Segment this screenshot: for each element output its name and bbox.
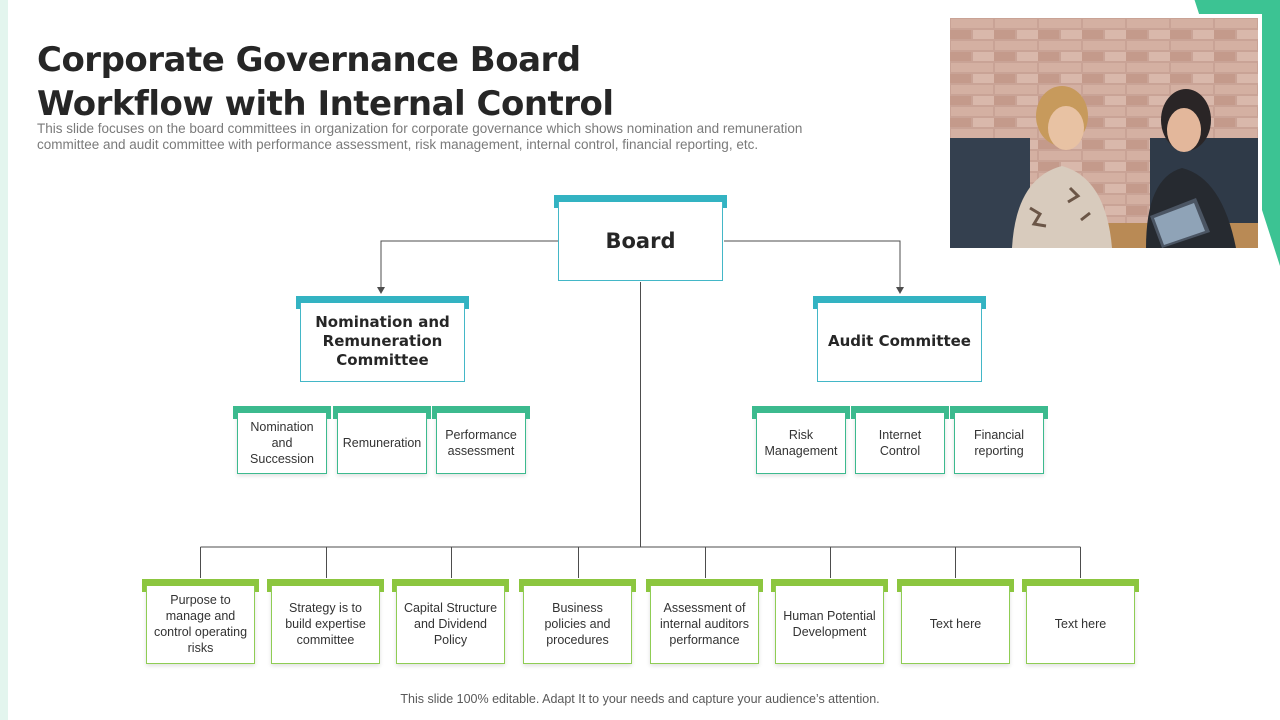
audit-committee-box	[817, 301, 982, 382]
title-line-2: Workflow with Internal Control	[37, 84, 614, 124]
leaf-label: Business policies and procedures	[544, 601, 611, 647]
audit-item-tab	[950, 406, 1048, 413]
audit-item-label: Financial reporting	[973, 427, 1025, 458]
nomination-item-remuneration	[337, 411, 427, 474]
audit-item-internet-control	[855, 411, 945, 474]
arrowhead-nomination	[377, 287, 385, 294]
audit-item-label: Internet Control	[878, 427, 922, 458]
leaf-box-tab	[267, 579, 384, 586]
leaf-box-tab	[897, 579, 1014, 586]
nomination-item-label: Nomination and Succession	[250, 419, 314, 466]
leaf-box	[396, 584, 505, 664]
nomination-item-label: Performance assessment	[445, 427, 517, 458]
connector-board-to-audit	[724, 241, 900, 288]
page-subtitle: This slide focuses on the board committees in organization for corporate governance which shows nomination and remuneration committee and audit committee with performance assessment, risk management, internal control, financial reporting, etc.	[37, 121, 803, 152]
audit-committee-tab	[813, 296, 986, 303]
audit-item-tab	[851, 406, 949, 413]
leaf-box-tab	[392, 579, 509, 586]
audit-committee-label: Audit Committee	[828, 332, 971, 350]
leaf-box	[146, 584, 255, 664]
leaf-box	[901, 584, 1010, 664]
nomination-item-tab	[432, 406, 530, 413]
board-box	[558, 200, 723, 281]
nomination-item-tab	[333, 406, 431, 413]
leaf-box	[650, 584, 759, 664]
nomination-item-performance	[436, 411, 526, 474]
leaf-label: Text here	[1054, 617, 1107, 631]
nomination-committee-label: Nomination and Remuneration Committee	[315, 313, 450, 369]
leaf-box	[271, 584, 380, 664]
leaf-box	[523, 584, 632, 664]
footer-note: This slide 100% editable. Adapt It to your needs and capture your audience’s attention.	[400, 692, 880, 706]
arrowhead-audit	[896, 287, 904, 294]
leaf-box	[1026, 584, 1135, 664]
audit-item-risk	[756, 411, 846, 474]
nomination-committee-tab	[296, 296, 469, 303]
connector-leaf-drops	[201, 547, 1081, 578]
leaf-label: Purpose to manage and control operating risks	[153, 593, 248, 655]
leaf-box-tab	[646, 579, 763, 586]
leaf-box-tab	[1022, 579, 1139, 586]
audit-item-financial	[954, 411, 1044, 474]
title-line-1: Corporate Governance Board	[37, 40, 581, 80]
nomination-item-label: Remuneration	[342, 435, 422, 450]
nomination-committee-box	[300, 301, 465, 382]
leaf-box-tab	[771, 579, 888, 586]
nomination-item-tab	[233, 406, 331, 413]
connector-board-to-nomination	[381, 241, 558, 288]
nomination-item-succession	[237, 411, 327, 474]
leaf-label: Assessment of internal auditors performance	[660, 601, 749, 647]
leaf-box-tab	[142, 579, 259, 586]
audit-item-label: Risk Management	[764, 427, 838, 458]
leaf-box	[775, 584, 884, 664]
leaf-box-tab	[519, 579, 636, 586]
leaf-label: Strategy is to build expertise committee	[285, 601, 366, 647]
board-label: Board	[605, 228, 676, 253]
leaf-label: Text here	[929, 617, 982, 631]
leaf-label: Capital Structure and Dividend Policy	[403, 601, 498, 647]
board-box-tab	[554, 195, 727, 202]
audit-item-tab	[752, 406, 850, 413]
leaf-label: Human Potential Development	[783, 609, 876, 639]
